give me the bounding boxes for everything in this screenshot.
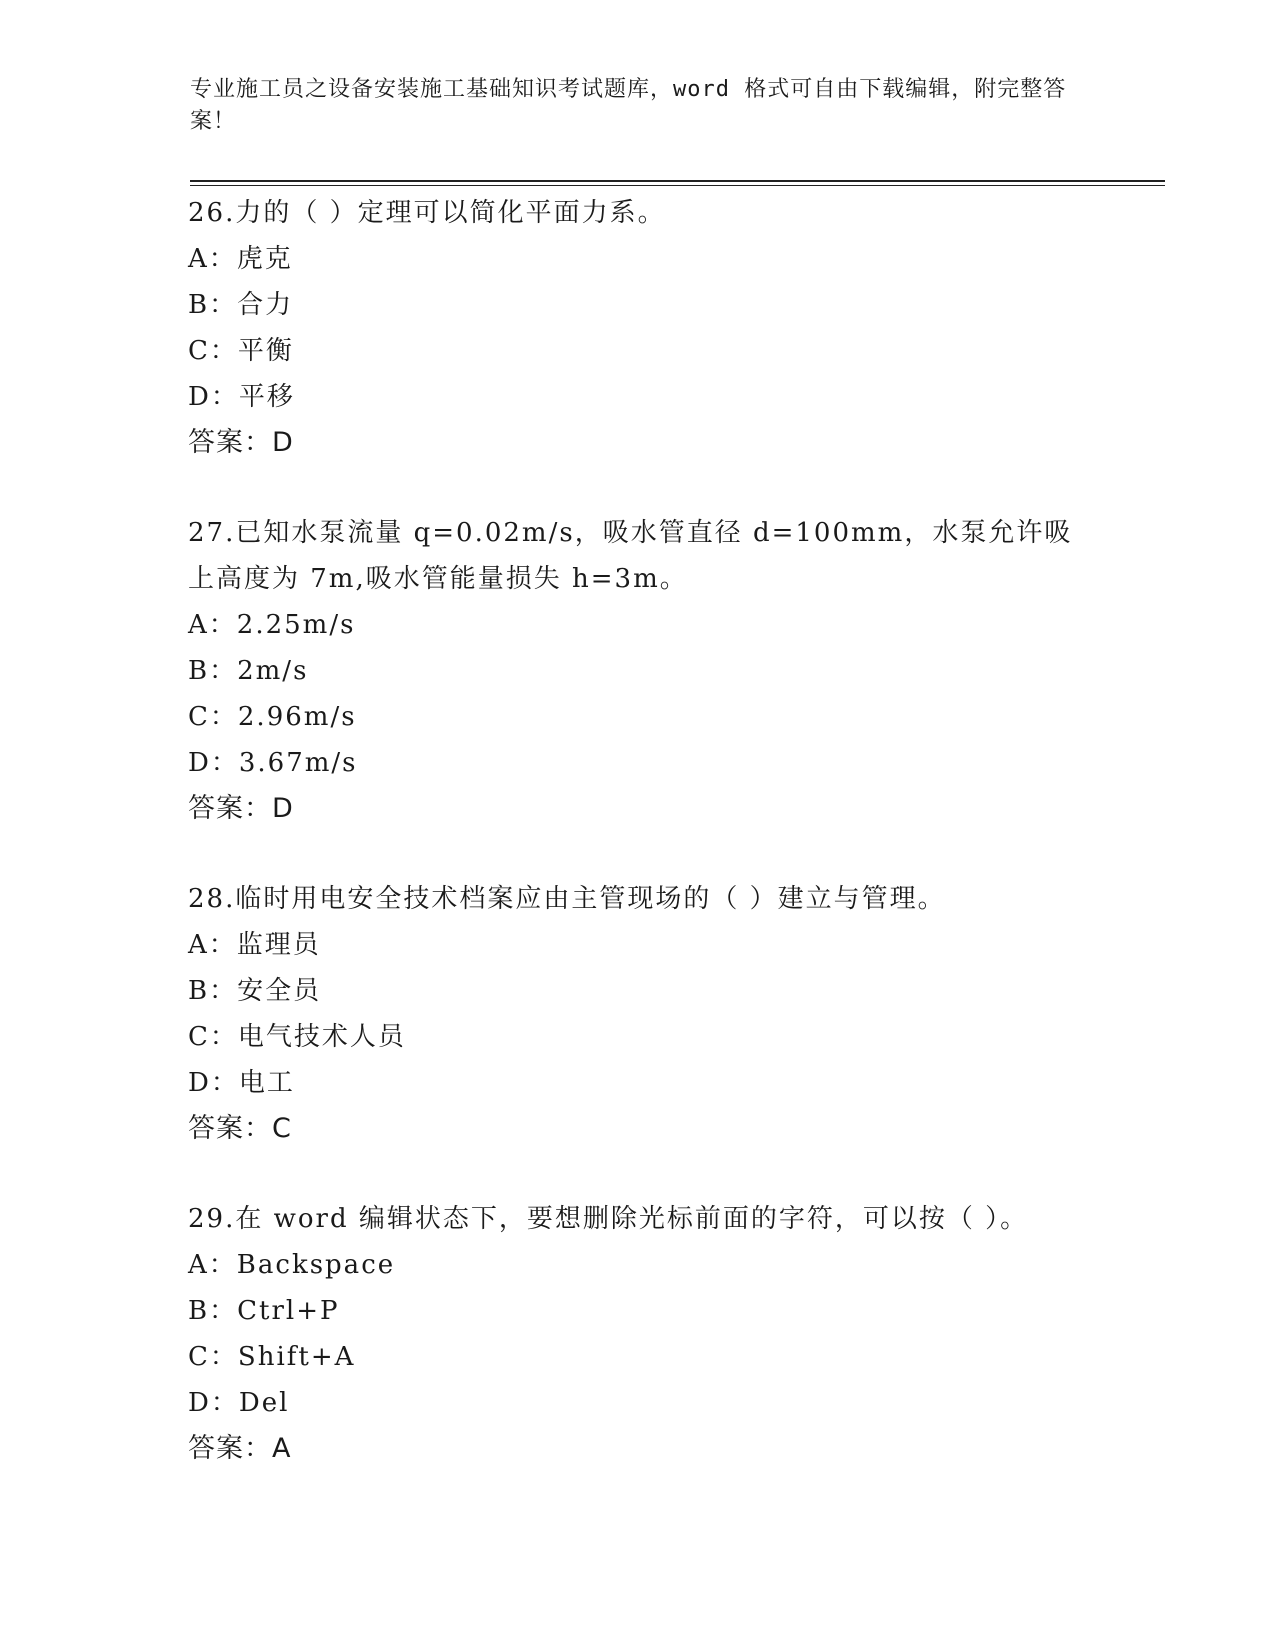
option-a: A：监理员 [188, 930, 321, 960]
header-rule-secondary [190, 185, 1165, 186]
question-28 [188, 876, 1088, 1152]
option-b: B：合力 [188, 290, 294, 320]
option-d: D：平移 [188, 382, 295, 412]
option-b: B：安全员 [188, 976, 322, 1006]
option-d: D：电工 [188, 1068, 295, 1098]
question-stem: 29.在 word 编辑状态下，要想删除光标前面的字符，可以按（ ）。 [188, 1204, 1029, 1234]
question-stem: 27.已知水泵流量 q=0.02m/s，吸水管直径 d=100mm，水泵允许吸上高度为 7m,吸水管能量损失 h=3m。 [188, 518, 1073, 594]
option-c: C：Shift+A [188, 1342, 356, 1372]
answer-line: 答案：C [188, 1113, 292, 1144]
option-c: C：2.96m/s [188, 702, 357, 732]
option-a: A：2.25m/s [188, 610, 356, 640]
question-26 [188, 190, 1088, 466]
option-d: D：3.67m/s [188, 748, 358, 778]
answer-line: 答案：A [188, 1433, 292, 1464]
option-b: B：2m/s [188, 656, 309, 686]
option-b: B：Ctrl+P [188, 1296, 340, 1326]
option-a: A：虎克 [188, 244, 293, 274]
option-c: C：平衡 [188, 336, 294, 366]
question-list [188, 190, 1088, 1516]
option-d: D：Del [188, 1388, 290, 1418]
answer-line: 答案：D [188, 427, 294, 458]
header-rule [190, 180, 1165, 182]
question-27 [188, 510, 1088, 832]
question-stem: 28.临时用电安全技术档案应由主管现场的（ ）建立与管理。 [188, 884, 946, 914]
question-stem: 26.力的（ ）定理可以简化平面力系。 [188, 198, 666, 228]
option-c: C：电气技术人员 [188, 1022, 406, 1052]
answer-line: 答案：D [188, 793, 294, 824]
question-29 [188, 1196, 1088, 1472]
document-header: 专业施工员之设备安装施工基础知识考试题库，word 格式可自由下载编辑，附完整答案！ [190, 77, 1067, 134]
option-a: A：Backspace [188, 1250, 396, 1280]
